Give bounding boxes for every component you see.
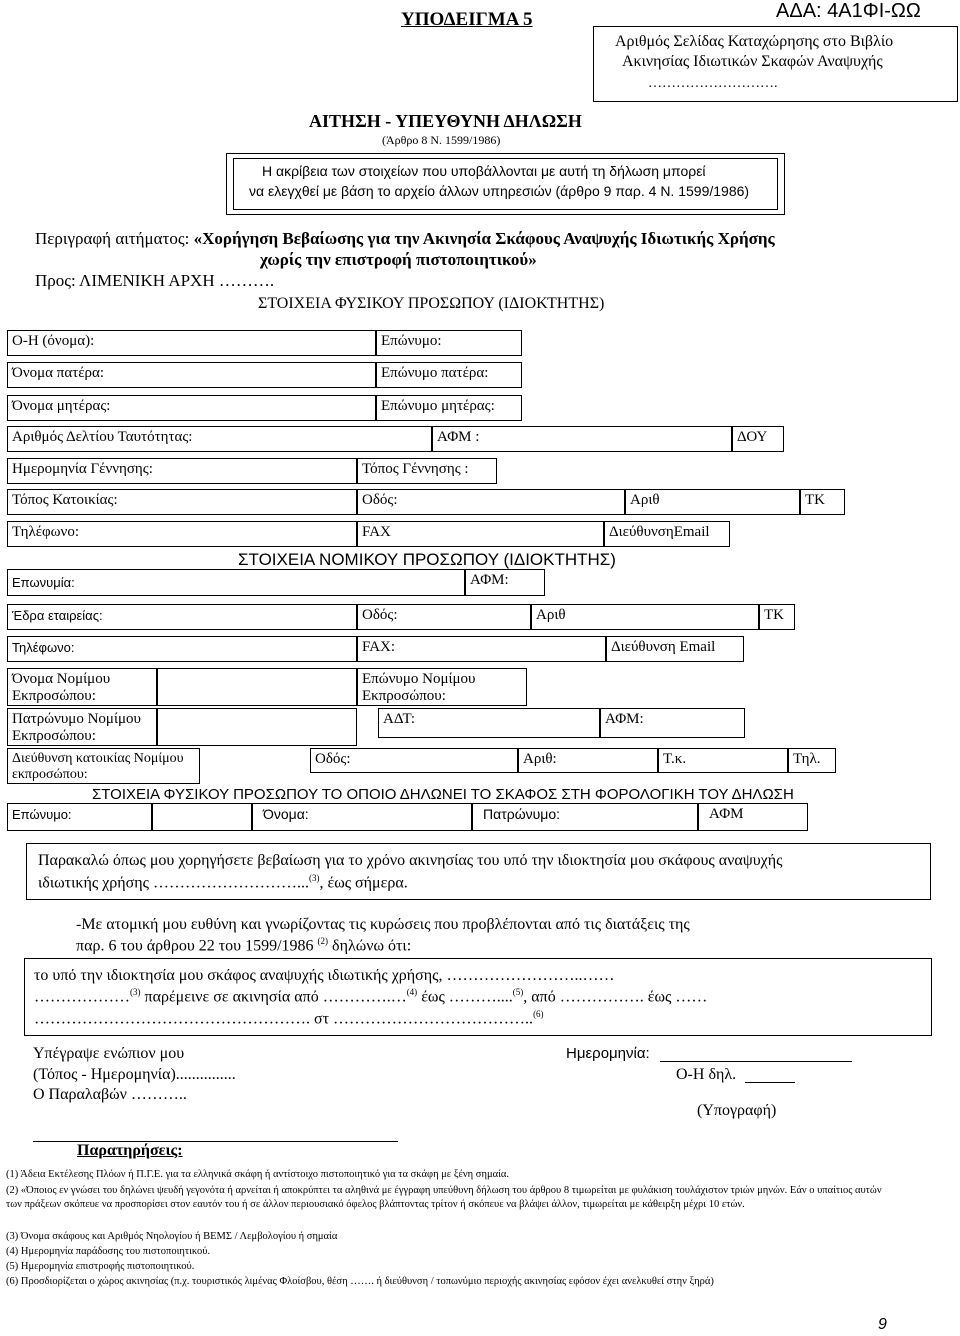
company-email-field[interactable]: Διεύθυνση Email	[606, 636, 744, 662]
form-title: ΑΙΤΗΣΗ - ΥΠΕΥΘΥΝΗ ΔΗΛΩΣΗ	[309, 111, 582, 131]
email-field[interactable]: ΔιεύθυνσηEmail	[604, 521, 730, 547]
footnote-ref-5: (5)	[512, 987, 524, 997]
location-blank[interactable]: ……………………………………………. στ ………………………………..	[34, 1010, 534, 1028]
representative-address-field[interactable]: Διεύθυνση κατοικίας Νομίμου εκπροσώπου:	[7, 748, 200, 784]
accuracy-line2: να ελεγχθεί με βάση το αρχείο άλλων υπηρεσιών (άρθρο 9 παρ. 4 Ν. 1599/1986)	[249, 183, 750, 199]
request-vessel-blank[interactable]: ιδιωτικής χρήσης ………………………...	[38, 874, 309, 892]
representative-adt-field[interactable]: ΑΔΤ:	[378, 708, 600, 738]
register-dots: ……………………….	[648, 76, 778, 91]
father-surname-field[interactable]: Επώνυμο πατέρα:	[376, 362, 522, 388]
declaration-box-line2[interactable]	[34, 987, 707, 1006]
page-number: 9	[878, 1316, 887, 1333]
declarant-afm-field[interactable]: ΑΦΜ	[698, 803, 808, 831]
declarant-surname-field[interactable]: Επώνυμο:	[7, 803, 152, 831]
company-street-field[interactable]: Οδός:	[357, 604, 531, 630]
company-fax-field[interactable]: FAX:	[357, 636, 606, 662]
declarant-title: ΣΤΟΙΧΕΙΑ ΦΥΣΙΚΟΥ ΠΡΟΣΩΠΟΥ ΤΟ ΟΠΟΙΟ ΔΗΛΩΝΕΙ ΤΟ ΣΚΑΦΟΣ ΣΤΗ ΦΟΡΟΛΟΓΙΚΗ ΤΟΥ ΔΗΛΩΣΗ	[92, 786, 794, 803]
date-line[interactable]	[660, 1061, 852, 1062]
sample-title: ΥΠΟΔΕΙΓΜΑ 5	[401, 9, 533, 30]
signed-before: Υπέγραψε ενώπιον μου	[33, 1045, 185, 1062]
representative-surname-field[interactable]: Επώνυμο Νομίμου Εκπροσώπου:	[357, 668, 527, 706]
request-text-line1: «Χορήγηση Βεβαίωσης για την Ακινησία Σκάφους Αναψυχής Ιδιωτικής Χρήσης	[193, 229, 775, 248]
note-2: (2) «Όποιος εν γνώσει του δηλώνει ψευδή γεγονότα ή αρνείται ή αποκρύπτει τα αληθινά με έγγραφη υπεύθυνη δήλωση του άρθρου 8 τιμωρείται με φυλάκιση τουλάχιστον τριών μηνών. Εάν ο υπαίτιος αυτών των πράξεων σκόπευε να προσπορίσει στον εαυτόν του ή σε άλλον περιουσιακό όφελος βλάπτοντας τρίτον ή σκόπευε να βλάψει άλλον, τιμωρείται με κάθειρξη μέχρι 10 ετών.	[6, 1185, 882, 1210]
date-label: Ημερομηνία:	[566, 1045, 650, 1062]
street-field[interactable]: Οδός:	[357, 489, 625, 515]
request-text-line2[interactable]	[38, 873, 408, 892]
note-4: (4) Ημερομηνία παράδοσης του πιστοποιητικού.	[6, 1246, 211, 1257]
note-3: (3) Όνομα σκάφους και Αριθμός Νηολογίου ή ΒΕΜΣ / Λεμβολογίου ή σημαία	[6, 1231, 338, 1242]
declaration-line2-end: δηλώνω ότι:	[328, 937, 412, 955]
period-blank[interactable]: , από ……………. έως ……	[523, 988, 708, 1006]
declarant-label: Ο-Η δηλ.	[676, 1066, 737, 1083]
inactivity-to-blank[interactable]: έως ………....	[417, 988, 513, 1006]
declarant-line[interactable]	[745, 1082, 795, 1083]
representative-number-field[interactable]: Αριθ:	[518, 748, 658, 773]
note-5: (5) Ημερομηνία επιστροφής πιστοποιητικού.	[6, 1261, 195, 1272]
register-line2: Ακινησίας Ιδιωτικών Σκαφών Αναψυχής	[622, 53, 883, 70]
residence-field[interactable]: Τόπος Κατοικίας:	[7, 489, 357, 515]
natural-person-title: ΣΤΟΙΧΕΙΑ ΦΥΣΙΚΟΥ ΠΡΟΣΩΠΟΥ (ΙΔΙΟΚΤΗΤΗΣ)	[258, 295, 605, 312]
vessel-blank[interactable]: ………………	[34, 988, 130, 1006]
mother-surname-field[interactable]: Επώνυμο μητέρας:	[376, 395, 522, 421]
place-date[interactable]: (Τόπος - Ημερομηνία)...............	[33, 1066, 236, 1083]
request-text-line2: χωρίς την επιστροφή πιστοποιητικού»	[260, 250, 537, 269]
representative-street-field[interactable]: Οδός:	[310, 748, 518, 773]
declarant-surname-value[interactable]	[152, 803, 252, 831]
company-afm-field[interactable]: ΑΦΜ:	[465, 569, 545, 596]
ada-code: ΑΔΑ: 4Α1ΦΙ-ΩΩ	[776, 0, 921, 22]
request-label: Περιγραφή αιτήματος:	[35, 229, 194, 248]
notes-title: Παρατηρήσεις:	[77, 1142, 183, 1159]
birth-place-field[interactable]: Τόπος Γέννησης :	[357, 458, 497, 484]
recipient-authority: Προς: ΛΙΜΕΝΙΚΗ ΑΡΧΗ ……….	[35, 271, 275, 290]
footnote-ref-3: (3)	[130, 987, 141, 997]
doy-field[interactable]: ΔΟΥ	[732, 426, 784, 452]
first-name-field[interactable]: Ο-Η (όνομα):	[7, 330, 376, 356]
postcode-field[interactable]: ΤΚ	[800, 489, 845, 515]
declaration-footnote-ref: (2)	[317, 936, 329, 946]
surname-field[interactable]: Επώνυμο:	[376, 330, 522, 356]
father-name-field[interactable]: Όνομα πατέρα:	[7, 362, 376, 388]
accuracy-line1: Η ακρίβεια των στοιχείων που υποβάλλονται με αυτή τη δήλωση μπορεί	[262, 163, 706, 179]
birth-date-field[interactable]: Ημερομηνία Γέννησης:	[7, 458, 357, 484]
company-number-field[interactable]: Αριθ	[531, 604, 759, 630]
company-name-field[interactable]: Επωνυμία:	[7, 569, 465, 596]
phone-field[interactable]: Τηλέφωνο:	[7, 521, 357, 547]
afm-field[interactable]: ΑΦΜ :	[432, 426, 732, 452]
representative-name-field[interactable]: Όνομα Νομίμου Εκπροσώπου:	[7, 668, 157, 706]
representative-father-value[interactable]	[157, 708, 357, 746]
footnote-ref-4: (4)	[406, 987, 418, 997]
signature-label: (Υπογραφή)	[697, 1102, 777, 1119]
legal-entity-title: ΣΤΟΙΧΕΙΑ ΝΟΜΙΚΟΥ ΠΡΟΣΩΠΟΥ (ΙΔΙΟΚΤΗΤΗΣ)	[238, 550, 616, 569]
representative-postcode-field[interactable]: Τ.κ.	[658, 748, 788, 773]
company-seat-field[interactable]: Έδρα εταιρείας:	[7, 604, 357, 630]
inactivity-from-blank[interactable]: παρέμεινε σε ακινησία από ………….…	[140, 988, 407, 1006]
representative-name-value[interactable]	[157, 668, 357, 706]
declaration-line2-text: παρ. 6 του άρθρου 22 του 1599/1986	[76, 937, 318, 955]
street-number-field[interactable]: Αριθ	[625, 489, 800, 515]
declaration-box-line3[interactable]	[34, 1009, 544, 1028]
company-postcode-field[interactable]: ΤΚ	[759, 604, 795, 630]
declaration-line2	[76, 936, 411, 955]
declarant-name-field[interactable]: Όνομα:	[252, 803, 472, 831]
declaration-box-line1[interactable]: το υπό την ιδιοκτησία μου σκάφος αναψυχής ιδιωτικής χρήσης, ……………………..……	[34, 967, 615, 984]
request-text-end: , έως σήμερα.	[319, 874, 408, 892]
footnote-ref-6: (6)	[533, 1009, 544, 1019]
declaration-line1: -Με ατομική μου ευθύνη και γνωρίζοντας τις κυρώσεις που προβλέπονται από τις διατάξεις της	[76, 916, 690, 933]
company-phone-field[interactable]: Τηλέφωνο:	[7, 636, 357, 662]
representative-phone-field[interactable]: Τηλ.	[788, 748, 836, 773]
declarant-father-field[interactable]: Πατρώνυμο:	[472, 803, 698, 831]
note-6: (6) Προσδιορίζεται ο χώρος ακινησίας (π.χ. τουριστικός λιμένας Φλοίσβου, θέση ……. ή διεύθυνση / τοπωνύμιο περιοχής ακινησίας εφόσον έχει ανελκυθεί στην ξηρά)	[6, 1276, 714, 1287]
receiver[interactable]: Ο Παραλαβών ………..	[33, 1086, 187, 1103]
representative-father-field[interactable]: Πατρώνυμο Νομίμου Εκπροσώπου:	[7, 708, 157, 746]
request-text-line1: Παρακαλώ όπως μου χορηγήσετε βεβαίωση για το χρόνο ακινησίας του υπό την ιδιοκτησία μου σκάφους αναψυχής	[38, 852, 783, 869]
note-1: (1) Άδεια Εκτέλεσης Πλόων ή Π.Γ.Ε. για τα ελληνικά σκάφη ή αντίστοιχο πιστοποιητικό για τα σκάφη με ξένη σημαία.	[6, 1169, 510, 1180]
register-line1: Αριθμός Σελίδας Καταχώρησης στο Βιβλίο	[615, 33, 894, 50]
request-description	[35, 229, 775, 249]
mother-name-field[interactable]: Όνομα μητέρας:	[7, 395, 376, 421]
fax-field[interactable]: FAX	[357, 521, 604, 547]
law-reference: (Άρθρο 8 Ν. 1599/1986)	[382, 133, 501, 147]
request-footnote-ref: (3)	[308, 873, 320, 883]
id-number-field[interactable]: Αριθμός Δελτίου Ταυτότητας:	[7, 426, 432, 452]
representative-afm-field[interactable]: ΑΦΜ:	[600, 708, 745, 738]
